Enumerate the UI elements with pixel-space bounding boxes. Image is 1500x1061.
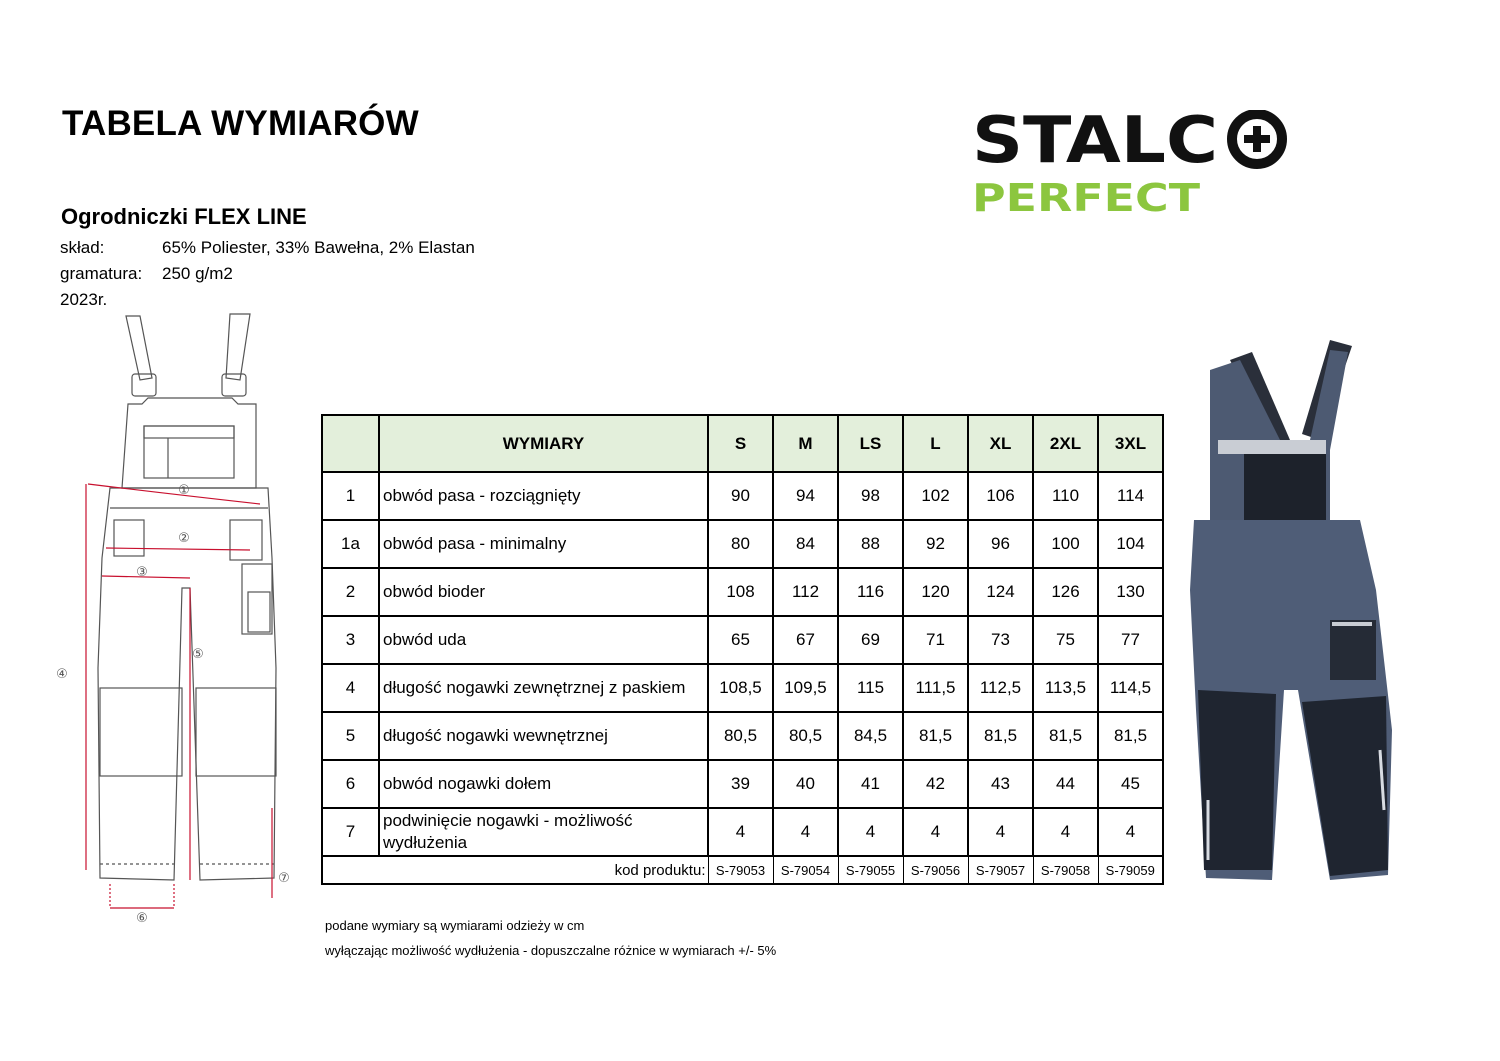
marker-3: ③ — [136, 565, 148, 580]
row-id: 2 — [322, 568, 379, 616]
value-cell: 98 — [838, 472, 903, 520]
value-cell: 112 — [773, 568, 838, 616]
value-cell: 84 — [773, 520, 838, 568]
value-cell: 115 — [838, 664, 903, 712]
row-id: 5 — [322, 712, 379, 760]
value-cell: 44 — [1033, 760, 1098, 808]
value-cell: 4 — [708, 808, 773, 856]
product-code-row — [322, 856, 1163, 884]
value-cell: 81,5 — [968, 712, 1033, 760]
table-row — [322, 808, 1163, 856]
value-cell: 108 — [708, 568, 773, 616]
value-cell: 81,5 — [1033, 712, 1098, 760]
note-units: podane wymiary są wymiarami odzieży w cm — [325, 918, 585, 933]
value-cell: 45 — [1098, 760, 1163, 808]
row-id: 6 — [322, 760, 379, 808]
value-cell: 80,5 — [773, 712, 838, 760]
value-cell: 92 — [903, 520, 968, 568]
overalls-technical-drawing — [50, 308, 300, 933]
header-size: LS — [838, 415, 903, 472]
header-size: 2XL — [1033, 415, 1098, 472]
product-code: S-79058 — [1033, 856, 1098, 884]
value-cell: 108,5 — [708, 664, 773, 712]
value-cell: 4 — [773, 808, 838, 856]
brand-logo — [970, 110, 1300, 220]
marker-1: ① — [178, 483, 190, 498]
value-cell: 4 — [1033, 808, 1098, 856]
value-cell: 130 — [1098, 568, 1163, 616]
spec-value-composition: 65% Poliester, 33% Bawełna, 2% Elastan — [162, 238, 475, 257]
table-header-row — [322, 415, 1163, 472]
product-code: S-79055 — [838, 856, 903, 884]
marker-6: ⑥ — [136, 911, 148, 926]
row-id: 1a — [322, 520, 379, 568]
value-cell: 90 — [708, 472, 773, 520]
value-cell: 69 — [838, 616, 903, 664]
value-cell: 126 — [1033, 568, 1098, 616]
value-cell: 43 — [968, 760, 1033, 808]
value-cell: 80,5 — [708, 712, 773, 760]
table-row — [322, 760, 1163, 808]
table-row — [322, 520, 1163, 568]
logo-brand-text: STALC — [972, 110, 1218, 178]
value-cell: 114 — [1098, 472, 1163, 520]
spec-value-weight: 250 g/m2 — [162, 264, 233, 283]
row-id: 3 — [322, 616, 379, 664]
marker-2: ② — [178, 531, 190, 546]
value-cell: 116 — [838, 568, 903, 616]
table-row — [322, 664, 1163, 712]
value-cell: 84,5 — [838, 712, 903, 760]
table-row — [322, 568, 1163, 616]
value-cell: 94 — [773, 472, 838, 520]
value-cell: 88 — [838, 520, 903, 568]
value-cell: 109,5 — [773, 664, 838, 712]
product-code: S-79057 — [968, 856, 1033, 884]
spec-label-composition: skład: — [60, 238, 105, 257]
row-description: długość nogawki wewnętrznej — [379, 712, 708, 760]
value-cell: 71 — [903, 616, 968, 664]
value-cell: 110 — [1033, 472, 1098, 520]
row-description: długość nogawki zewnętrznej z paskiem — [379, 664, 708, 712]
note-tolerance: wyłączając możliwość wydłużenia - dopuszczalne różnice w wymiarach +/- 5% — [325, 943, 777, 958]
value-cell: 113,5 — [1033, 664, 1098, 712]
marker-4: ④ — [56, 667, 68, 682]
header-id-cell — [322, 415, 379, 472]
value-cell: 100 — [1033, 520, 1098, 568]
row-id: 4 — [322, 664, 379, 712]
value-cell: 41 — [838, 760, 903, 808]
product-photo — [1180, 330, 1415, 900]
logo-plus-icon — [1232, 114, 1282, 164]
product-code: S-79054 — [773, 856, 838, 884]
value-cell: 4 — [838, 808, 903, 856]
row-description: obwód pasa - minimalny — [379, 520, 708, 568]
product-code: S-79053 — [708, 856, 773, 884]
row-description: obwód pasa - rozciągnięty — [379, 472, 708, 520]
header-measurements: WYMIARY — [379, 415, 708, 472]
logo-sub-text: PERFECT — [972, 176, 1201, 220]
row-description: obwód nogawki dołem — [379, 760, 708, 808]
value-cell: 42 — [903, 760, 968, 808]
product-code-label: kod produktu: — [322, 856, 708, 884]
table-row — [322, 712, 1163, 760]
value-cell: 104 — [1098, 520, 1163, 568]
row-description: obwód uda — [379, 616, 708, 664]
marker-5: ⑤ — [192, 647, 204, 662]
header-size: S — [708, 415, 773, 472]
marker-7: ⑦ — [278, 871, 290, 886]
table-row — [322, 616, 1163, 664]
value-cell: 81,5 — [1098, 712, 1163, 760]
value-cell: 77 — [1098, 616, 1163, 664]
table-row — [322, 472, 1163, 520]
header-size: XL — [968, 415, 1033, 472]
row-id: 1 — [322, 472, 379, 520]
value-cell: 73 — [968, 616, 1033, 664]
value-cell: 80 — [708, 520, 773, 568]
row-description: obwód bioder — [379, 568, 708, 616]
value-cell: 40 — [773, 760, 838, 808]
header-size: 3XL — [1098, 415, 1163, 472]
value-cell: 67 — [773, 616, 838, 664]
value-cell: 106 — [968, 472, 1033, 520]
product-name: Ogrodniczki FLEX LINE — [61, 204, 307, 229]
row-description: podwinięcie nogawki - możliwość wydłużenia — [379, 808, 708, 856]
product-code: S-79059 — [1098, 856, 1163, 884]
value-cell: 124 — [968, 568, 1033, 616]
value-cell: 102 — [903, 472, 968, 520]
page-title: TABELA WYMIARÓW — [62, 104, 419, 143]
value-cell: 111,5 — [903, 664, 968, 712]
value-cell: 4 — [968, 808, 1033, 856]
value-cell: 114,5 — [1098, 664, 1163, 712]
header-size: L — [903, 415, 968, 472]
value-cell: 39 — [708, 760, 773, 808]
value-cell: 81,5 — [903, 712, 968, 760]
product-code: S-79056 — [903, 856, 968, 884]
value-cell: 65 — [708, 616, 773, 664]
row-id: 7 — [322, 808, 379, 856]
spec-year: 2023r. — [60, 290, 108, 309]
value-cell: 120 — [903, 568, 968, 616]
value-cell: 75 — [1033, 616, 1098, 664]
header-size: M — [773, 415, 838, 472]
size-table — [321, 414, 1164, 885]
value-cell: 4 — [1098, 808, 1163, 856]
spec-label-weight: gramatura: — [60, 264, 143, 283]
value-cell: 112,5 — [968, 664, 1033, 712]
value-cell: 96 — [968, 520, 1033, 568]
value-cell: 4 — [903, 808, 968, 856]
